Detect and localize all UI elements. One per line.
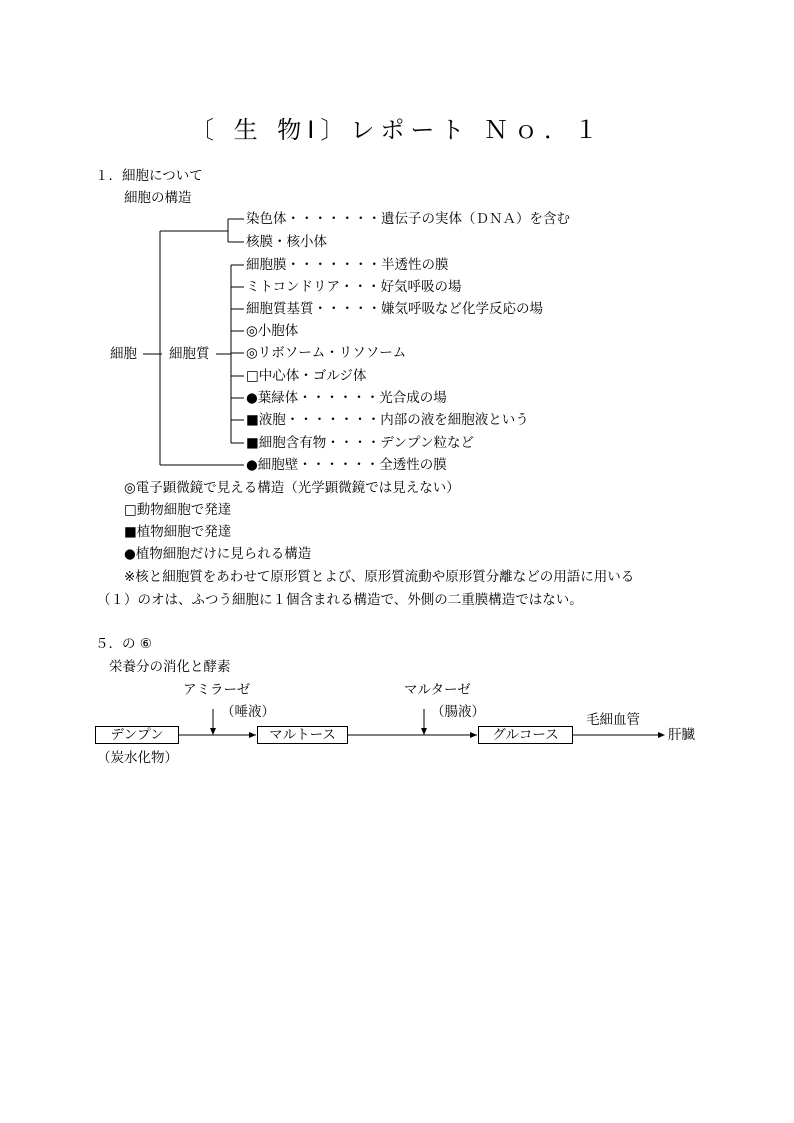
cytoplasm-item: ◎リボソーム・リソソーム (246, 345, 407, 361)
note-line: （１）のオは、ふつう細胞に１個含まれる構造で、外側の二重膜構造ではない。 (97, 592, 583, 608)
node-starch: デンプン (95, 726, 179, 744)
section1-subheading: 細胞の構造 (124, 190, 192, 206)
section5-heading: ５．の ⑥ (95, 636, 152, 652)
enzyme-maltase-source: （腸液） (431, 704, 485, 720)
note-line: ※核と細胞質をあわせて原形質とよび、原形質流動や原形質分離などの用語に用いる (124, 569, 635, 585)
cytoplasm-item: ■細胞含有物・・・・デンプン粒など (246, 435, 474, 451)
node-maltose: マルトース (257, 726, 348, 744)
nucleus-item: 染色体・・・・・・・遺伝子の実体（ＤＮＡ）を含む (246, 211, 570, 227)
tree-root-cell: 細胞 (110, 346, 137, 362)
cytoplasm-item: 細胞膜・・・・・・・半透性の膜 (246, 257, 449, 273)
legend-item: □動物細胞で発達 (124, 502, 232, 518)
section5-subheading: 栄養分の消化と酵素 (109, 659, 231, 675)
legend-item: ●植物細胞だけに見られる構造 (124, 546, 312, 562)
legend-item: ◎電子顕微鏡で見える構造（光学顕微鏡では見えない） (124, 480, 460, 496)
cytoplasm-item: ◎小胞体 (246, 323, 299, 339)
cytoplasm-item: ●葉緑体・・・・・・光合成の場 (246, 390, 447, 406)
page-title: 〔 生 物Ⅰ〕レポート Ｎｏ．１ (190, 116, 604, 144)
enzyme-amylase: アミラーゼ (183, 682, 251, 698)
enzyme-maltase: マルターゼ (404, 682, 471, 698)
tree-node-cytoplasm: 細胞質 (169, 346, 210, 362)
cytoplasm-item: 細胞質基質・・・・・嫌気呼吸など化学反応の場 (246, 301, 543, 317)
enzyme-amylase-source: （唾液） (221, 704, 275, 720)
node-glucose: グルコース (478, 726, 573, 744)
destination-liver: 肝臓 (668, 727, 695, 743)
nucleus-item: 核膜・核小体 (246, 234, 327, 250)
cytoplasm-item: ミトコンドリア・・・好気呼吸の場 (246, 279, 462, 295)
capillary-label: 毛細血管 (586, 712, 640, 728)
node-starch-note: （炭水化物） (97, 750, 178, 766)
cytoplasm-item: ■液胞・・・・・・・内部の液を細胞液という (246, 412, 529, 428)
cytoplasm-item: □中心体・ゴルジ体 (246, 368, 367, 384)
section1-heading: １．細胞について (95, 168, 203, 184)
cell-wall-item: ●細胞壁・・・・・・全透性の膜 (246, 457, 447, 473)
legend-item: ■植物細胞で発達 (124, 524, 232, 540)
